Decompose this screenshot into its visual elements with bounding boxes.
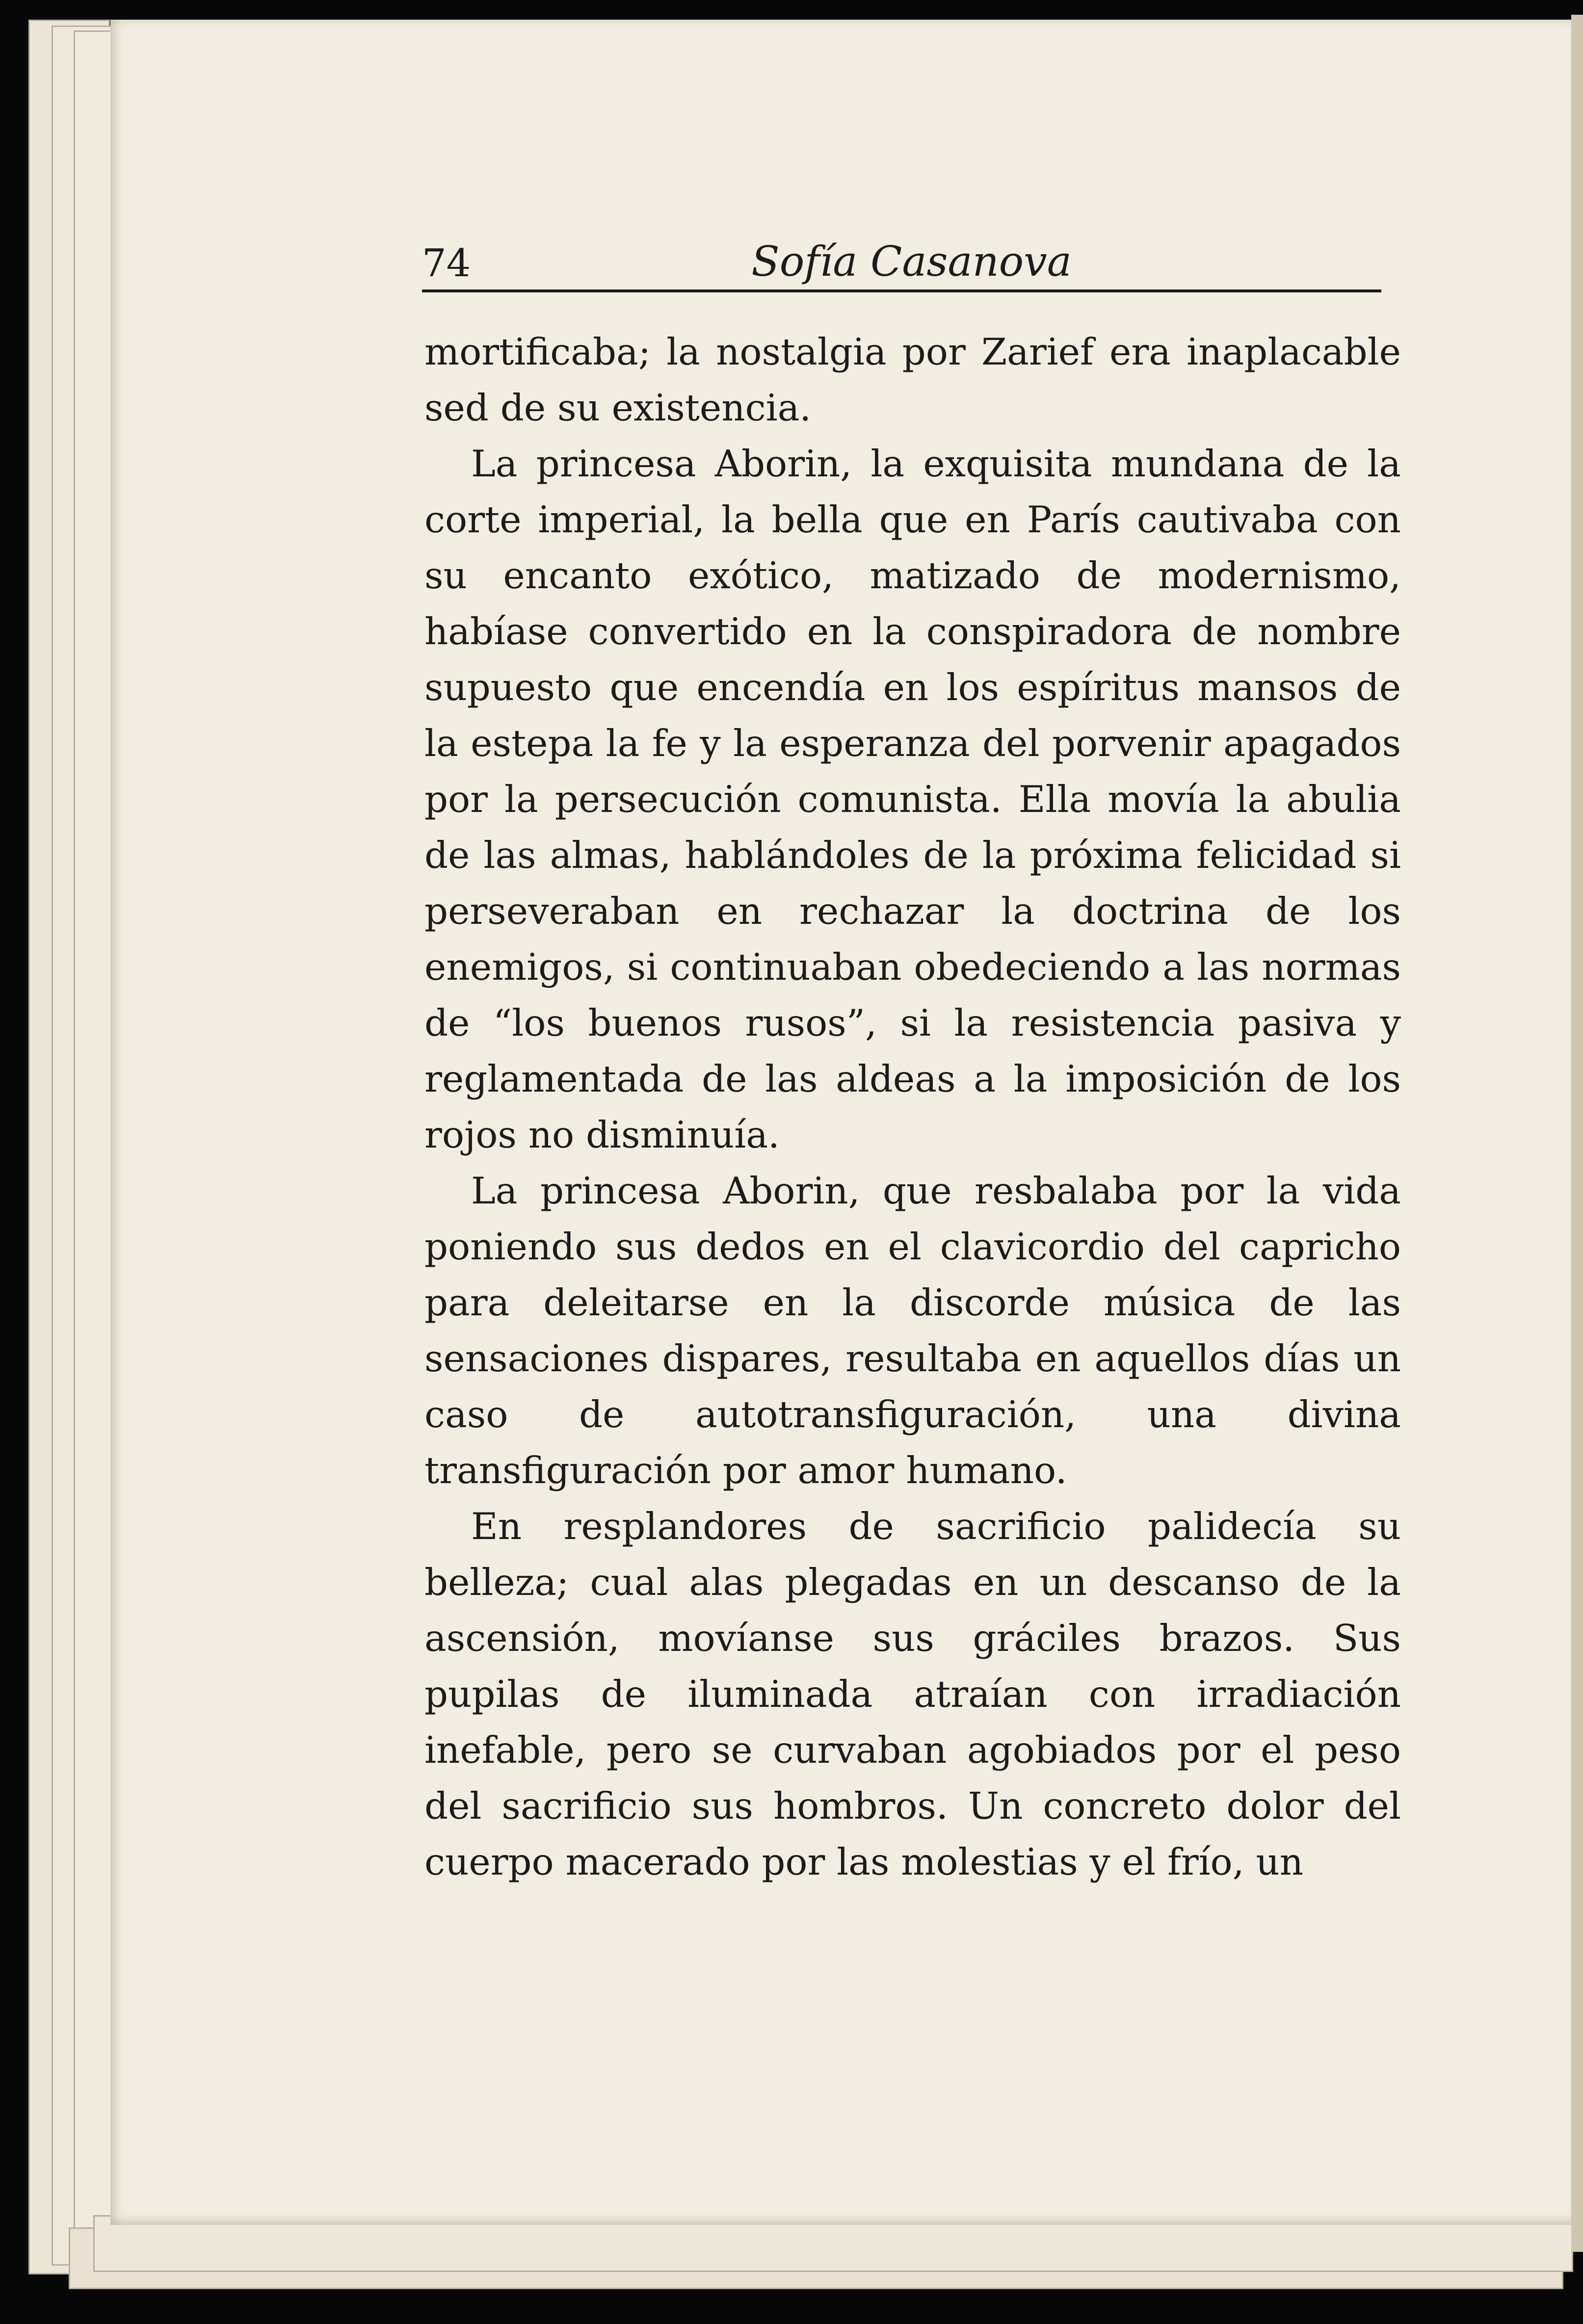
running-head: Sofía Casanova	[751, 237, 1072, 286]
page-number: 74	[422, 241, 471, 286]
page-header	[422, 235, 1381, 292]
paragraph: La princesa Aborin, la exquisita mundana de la corte imperial, la bella que en París cautivaba con su encanto exótico, matizado de modernismo, habíase convertido en la conspiradora de nombre supuesto que encendía en los espíritus mansos de la estepa la fe y la esperanza del porvenir apagados por la persecución comunista. Ella movía la abulia de las almas, hablándoles de la próxima felicidad si perseveraban en rechazar la doctrina de los enemigos, si continuaban obedeciendo a las normas de “los buenos rusos”, si la resistencia pasiva y reglamentada de las aldeas a la imposición de los rojos no disminuía.	[424, 442, 1401, 1156]
paragraph: En resplandores de sacrificio palidecía su belleza; cual alas plegadas en un descanso de la ascensión, movíanse sus gráciles brazos. Sus pupilas de iluminada atraían con irradiación inefable, pero se curvaban agobiados por el peso del sacrificio sus hombros. Un concreto dolor del cuerpo macerado por las molestias y el frío, un	[424, 1505, 1401, 1883]
body-text	[424, 324, 1401, 1890]
paragraph: La princesa Aborin, que resbalaba por la vida poniendo sus dedos en el clavicordio del capricho para deleitarse en la discorde música de las sensaciones dispares, resultaba en aquellos días un caso de autotransfiguración, una divina transfiguración por amor humano.	[424, 1169, 1401, 1492]
paragraph: mortificaba; la nostalgia por Zarief era inaplacable sed de su existencia.	[424, 330, 1401, 429]
facing-page-edge	[1571, 15, 1583, 2252]
